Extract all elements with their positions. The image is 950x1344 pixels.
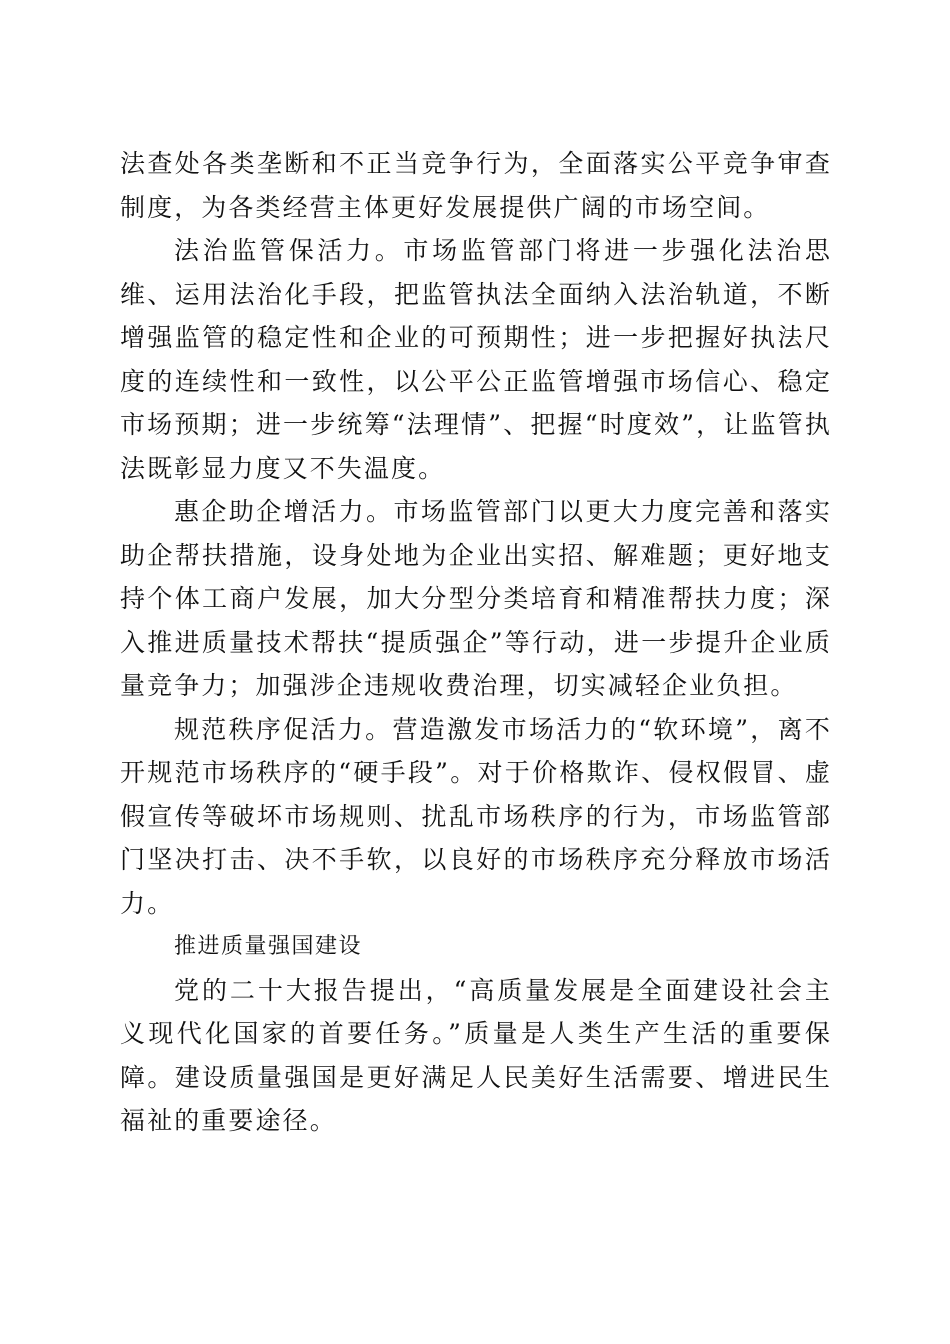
section-heading: 推进质量强国建设 [174, 934, 363, 959]
paragraph-legal-supervision: 法治监管保活力。市场监管部门将进一步强化法治思维、运用法治化手段，把监管执法全面纳入法治轨道，不断增强监管的稳定性和企业的可预期性；进一步把握好执法尺度的连续性和一致性，以公平公正监管增强市场信心、稳定市场预期；进一步统筹“法理情”、把握“时度效”，让监管执法既彰显力度又不失温度。 [120, 236, 832, 483]
paragraph-quality-power: 党的二十大报告提出，“高质量发展是全面建设社会主义现代化国家的首要任务。”质量是人类生产生活的重要保障。建设质量强国是更好满足人民美好生活需要、增进民生福祉的重要途径。 [120, 975, 832, 1135]
paragraph-enterprise-support: 惠企助企增活力。市场监管部门以更大力度完善和落实助企帮扶措施，设身处地为企业出实招、解难题；更好地支持个体工商户发展，加大分型分类培育和精准帮扶力度；深入推进质量技术帮扶“提质强企”等行动，进一步提升企业质量竞争力；加强涉企违规收费治理，切实减轻企业负担。 [120, 497, 832, 700]
document-body [120, 142, 832, 1143]
paragraph-continuation: 法查处各类垄断和不正当竞争行为，全面落实公平竞争审查制度，为各类经营主体更好发展提供广阔的市场空间。 [120, 149, 832, 222]
paragraph-market-order: 规范秩序促活力。营造激发市场活力的“软环境”，离不开规范市场秩序的“硬手段”。对于价格欺诈、侵权假冒、虚假宣传等破坏市场规则、扰乱市场秩序的行为，市场监管部门坚决打击、决不手软，以良好的市场秩序充分释放市场活力。 [120, 714, 832, 918]
